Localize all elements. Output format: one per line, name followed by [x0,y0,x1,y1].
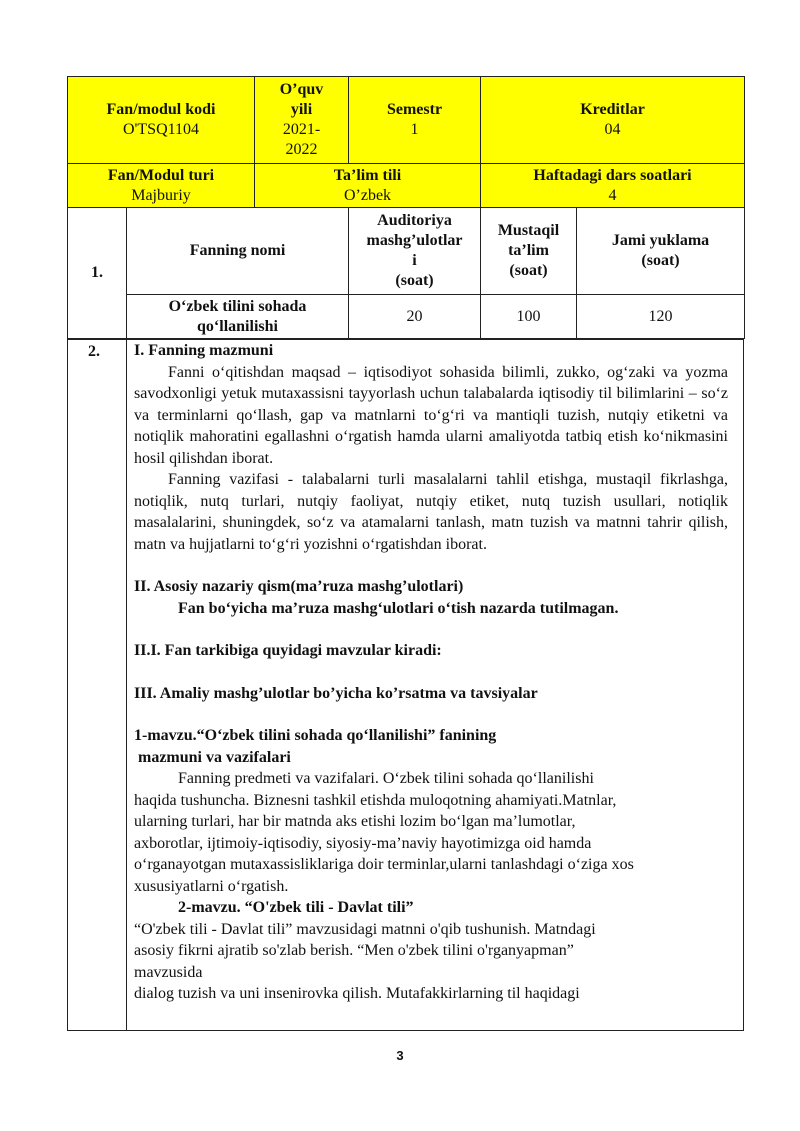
header-row-1 [68,77,745,164]
course-name-line-2: qo‘llanilishi [197,317,278,335]
independent-header-line-3: (soat) [509,262,548,279]
semester-cell [349,77,481,164]
language-cell [255,164,481,208]
year-label-1: O’quv [279,81,324,98]
section-heading-2-note: Fan bo‘yicha ma’ruza mashg‘ulotlari o‘tish nazarda tutilmagan. [178,599,619,617]
spacer [134,555,728,576]
topic-2-line: mavzusida [134,963,203,981]
topic-1-title-line-1: 1-mavzu.“O‘zbek tilini sohada qo‘llanilishi” fanining [134,727,497,744]
independent-header-line-1: Mustaqil [497,222,560,239]
auditorium-header-line-4: (soat) [395,272,434,289]
weekly-hours-value: 4 [608,186,617,204]
type-label: Fan/Modul turi [107,166,215,184]
weekly-hours-cell [481,164,745,208]
tasks-paragraph: Fanning vazifasi - talabalarni turli masalalarni tahlil etishga, mustaqil fikrlashga, notiqlik, nutq turlari, nutqiy faoliyat, nutqiy etiket, nutq tuzish usullari, notiqlik masalalarini, shuningdek, so‘z va atamalarni tanlash, matn tuzish va matnni tahrir qilish, matn va hujjatlarni to‘g‘ri yozishni o‘rgatishdan iborat. [134,471,728,553]
year-value-1: 2021- [282,121,321,138]
course-content [134,340,728,1005]
spacer [134,619,728,640]
hours-header-row [68,208,745,295]
topic-2-line: asosiy fikrni ajratib so'zlab berish. “Men o'zbek tilini o'rganyapman” [134,942,574,959]
row-number-2: 2. [88,343,100,360]
section-heading-3: II.I. Fan tarkibiga quyidagi mavzular kiradi: [134,642,442,659]
course-name-header [127,208,349,295]
header-row-2 [68,164,745,208]
course-info-table [67,76,745,339]
auditorium-header-line-3: i [412,252,417,269]
purpose-paragraph: Fanni o‘qitishdan maqsad – iqtisodiyot sohasida bilimli, zukko, og‘zaki va yozma savodxonligi yetuk mutaxassisni tayyorlash uchun talabalarda iqtisodiy til bilimlarini – so‘z va terminlarni qo‘llash, gap va matnlarni to‘g‘ri va mantiqli tuzish, nutqiy etiketni va notiqlik mahoratini egallashni o‘rgatish hamda ularni amaliyotda tatbiq etish ko‘nikmasini hosil qilishdan iborat. [134,363,728,467]
section-heading-1: I. Fanning mazmuni [134,342,274,359]
language-value: O’zbek [343,186,392,204]
total-header-line-2: (soat) [641,252,680,269]
year-cell [255,77,349,164]
topic-1-line: axborotlar, ijtimoiy-iqtisodiy, siyosiy-ma’naviy hayotimizga oid hamda [134,834,592,852]
course-name-cell [127,295,349,339]
total-header-line-1: Jami yuklama [611,232,710,249]
topic-1-line: haqida tushuncha. Biznesni tashkil etishda muloqotning ahamiyati.Matnlar, [134,791,617,809]
total-header [577,208,745,295]
credits-label: Kreditlar [580,101,645,118]
hours-value-row [68,295,745,339]
code-value: O'TSQ1104 [122,121,200,138]
year-value-2: 2022 [285,141,318,158]
type-cell [68,164,255,208]
content-divider [126,339,127,1031]
topic-1-line: ularning turlari, har bir matnda aks etishi lozim bo‘lgan ma’lumotlar, [134,813,576,830]
spacer [134,662,728,683]
topic-2-title: 2-mavzu. “O'zbek tili - Davlat tili” [178,899,414,916]
topic-1-line: xususiyatlarni o‘rgatish. [134,877,289,895]
credits-cell [481,77,745,164]
independent-value: 100 [481,295,577,339]
spacer [134,704,728,725]
topic-1-title-line-2: mazmuni va vazifalari [138,748,291,766]
section-heading-2: II. Asosiy nazariy qism(ma’ruza mashg’ulotlari) [134,578,464,595]
course-name-line-1: O‘zbek tilini sohada [168,297,307,315]
auditorium-header-line-1: Auditoriya [377,212,452,229]
topic-1-line: o‘rganayotgan mutaxassisliklariga doir terminlar,ularni tanlashdagi o‘ziga xos [134,856,634,873]
code-label: Fan/modul kodi [106,101,216,118]
page-number: 3 [396,1048,404,1063]
independent-header [481,208,577,295]
language-label: Ta’lim tili [333,166,402,184]
weekly-hours-label: Haftadagi dars soatlari [533,166,692,184]
course-name-header-text: Fanning nomi [189,242,286,259]
year-label-2: yili [290,101,313,118]
topic-2-line: “O'zbek tili - Davlat tili” mavzusidagi matnni o'qib tushunish. Matndagi [134,920,596,938]
credits-value: 04 [604,121,621,138]
semester-label: Semestr [386,101,443,118]
topic-1-line: Fanning predmeti va vazifalari. O‘zbek tilini sohada qo‘llanilishi [178,770,594,787]
auditorium-header [349,208,481,295]
auditorium-header-line-2: mashg’ulotlar [366,232,463,249]
section-heading-4: III. Amaliy mashg’ulotlar bo’yicha ko’rsatma va tavsiyalar [134,684,538,702]
independent-header-line-2: ta’lim [508,242,549,259]
auditorium-value: 20 [349,295,481,339]
code-cell [68,77,255,164]
total-value: 120 [577,295,745,339]
semester-value: 1 [410,121,419,138]
topic-2-line: dialog tuzish va uni insenirovka qilish. Mutafakkirlarning til haqidagi [134,985,580,1002]
row-number-1-text: 1. [91,264,103,281]
type-value: Majburiy [131,186,191,204]
row-number-1 [68,208,127,339]
